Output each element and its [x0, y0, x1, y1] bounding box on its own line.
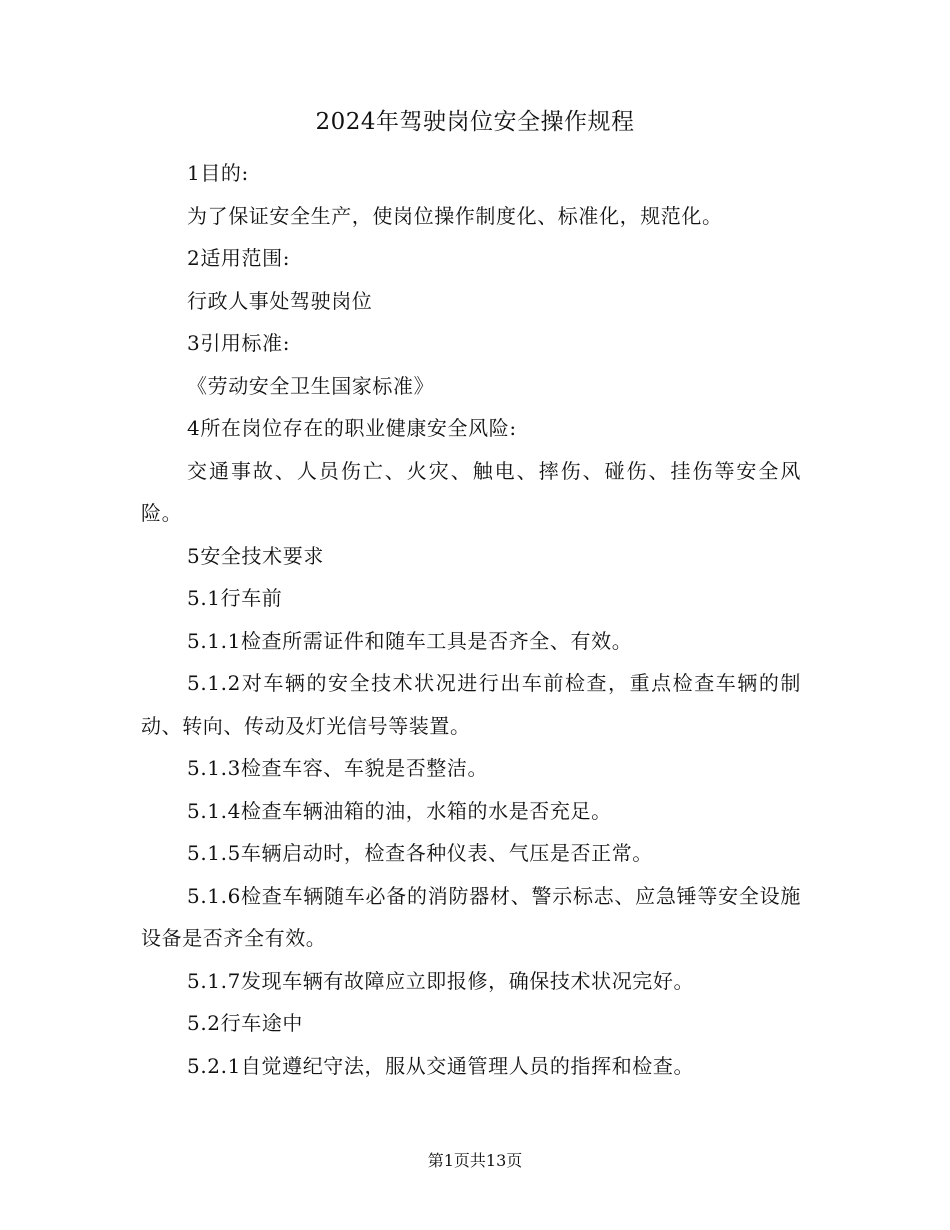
paragraph: 4所在岗位存在的职业健康安全风险:: [187, 416, 517, 440]
paragraph: 5.1.7发现车辆有故障应立即报修，确保技术状况完好。: [187, 968, 695, 993]
paragraph: 5.1.6检查车辆随车必备的消防器材、警示标志、应急锤等安全设施设备是否齐全有效。: [141, 883, 801, 950]
paragraph: 5.1.2对车辆的安全技术状况进行出车前检查，重点检查车辆的制动、转向、传动及灯光信号等装置。: [141, 671, 801, 738]
paragraph: 5.1.4检查车辆油箱的油，水箱的水是否充足。: [187, 798, 612, 823]
paragraph: 行政人事处驾驶岗位: [187, 288, 373, 313]
paragraph: 5.1.1检查所需证件和随车工具是否齐全、有效。: [187, 628, 633, 653]
paragraph: 为了保证安全生产，使岗位操作制度化、标准化，规范化。: [187, 203, 723, 228]
page-number-footer: 第1页共13页: [427, 1151, 523, 1170]
paragraph: 2适用范围:: [187, 246, 291, 270]
paragraph: 《劳动安全卫生国家标准》: [187, 373, 435, 398]
paragraph: 交通事故、人员伤亡、火灾、触电、摔伤、碰伤、挂伤等安全风险。: [141, 458, 801, 525]
document-body: [141, 152, 801, 1087]
paragraph: 5安全技术要求: [187, 543, 324, 568]
document-title: 2024年驾驶岗位安全操作规程: [315, 109, 635, 135]
paragraph: 5.1.3检查车容、车貌是否整洁。: [187, 756, 489, 780]
paragraph: 5.1行车前: [187, 586, 283, 610]
paragraph: 5.2行车途中: [187, 1011, 304, 1035]
paragraph: 5.1.5车辆启动时，检查各种仪表、气压是否正常。: [187, 841, 653, 865]
paragraph: 3引用标准:: [187, 331, 291, 355]
paragraph: 5.2.1自觉遵纪守法，服从交通管理人员的指挥和检查。: [187, 1053, 695, 1078]
paragraph: 1目的:: [187, 161, 249, 185]
